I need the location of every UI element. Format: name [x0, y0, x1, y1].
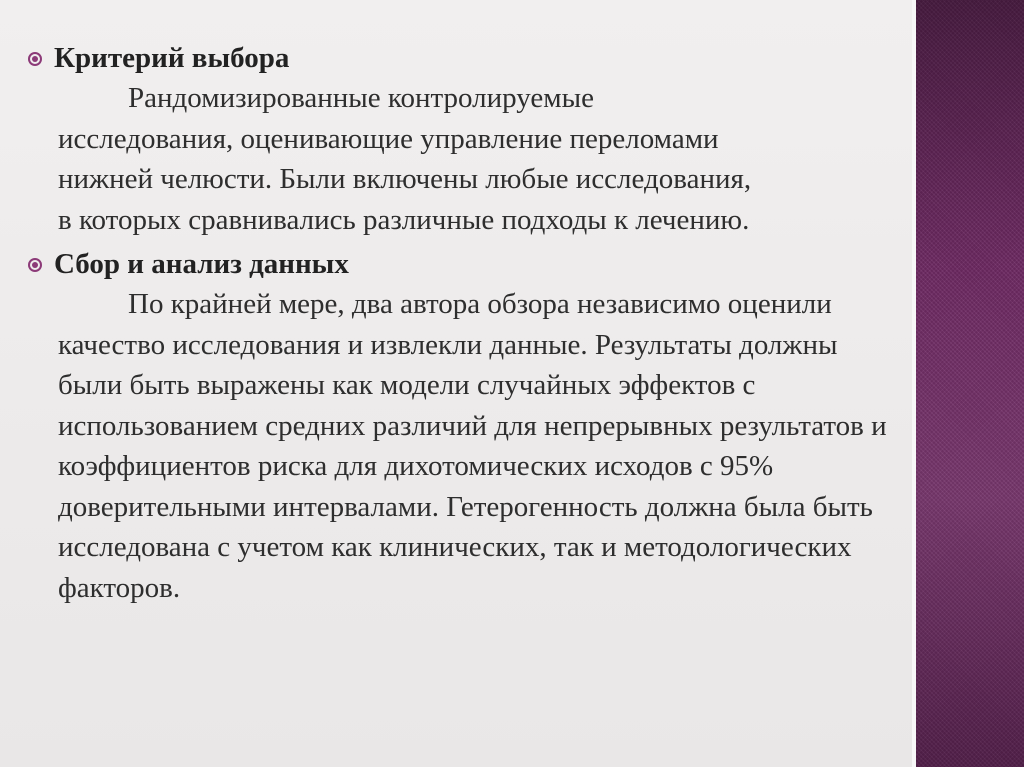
heading-text: Сбор и анализ данных [54, 248, 349, 280]
section-data-collection [28, 244, 898, 608]
circle-dot-bullet-icon [28, 52, 42, 66]
section-selection-criteria [28, 38, 898, 240]
section-paragraph: Рандомизированные контролируемые исследования, оценивающие управление переломами нижней челюсти. Были включены любые исследования, в которых сравнивались различные подходы к лечению. [58, 82, 752, 236]
slide-body [28, 38, 898, 608]
section-heading [28, 244, 898, 284]
section-paragraph: По крайней мере, два автора обзора независимо оценили качество исследования и извлекли данные. Результаты должны были быть выражены как модели случайных эффектов с использованием средних различий для непрерывных результатов и коэффициентов риска для дихотомических исходов с 95% доверительными интервалами. Гетерогенность должна была быть исследована с учетом как клинических, так и методологических факторов. [58, 288, 887, 604]
decorative-side-bar [916, 0, 1024, 767]
section-heading [28, 38, 898, 78]
circle-dot-bullet-icon [28, 258, 42, 272]
heading-text: Критерий выбора [54, 42, 290, 74]
